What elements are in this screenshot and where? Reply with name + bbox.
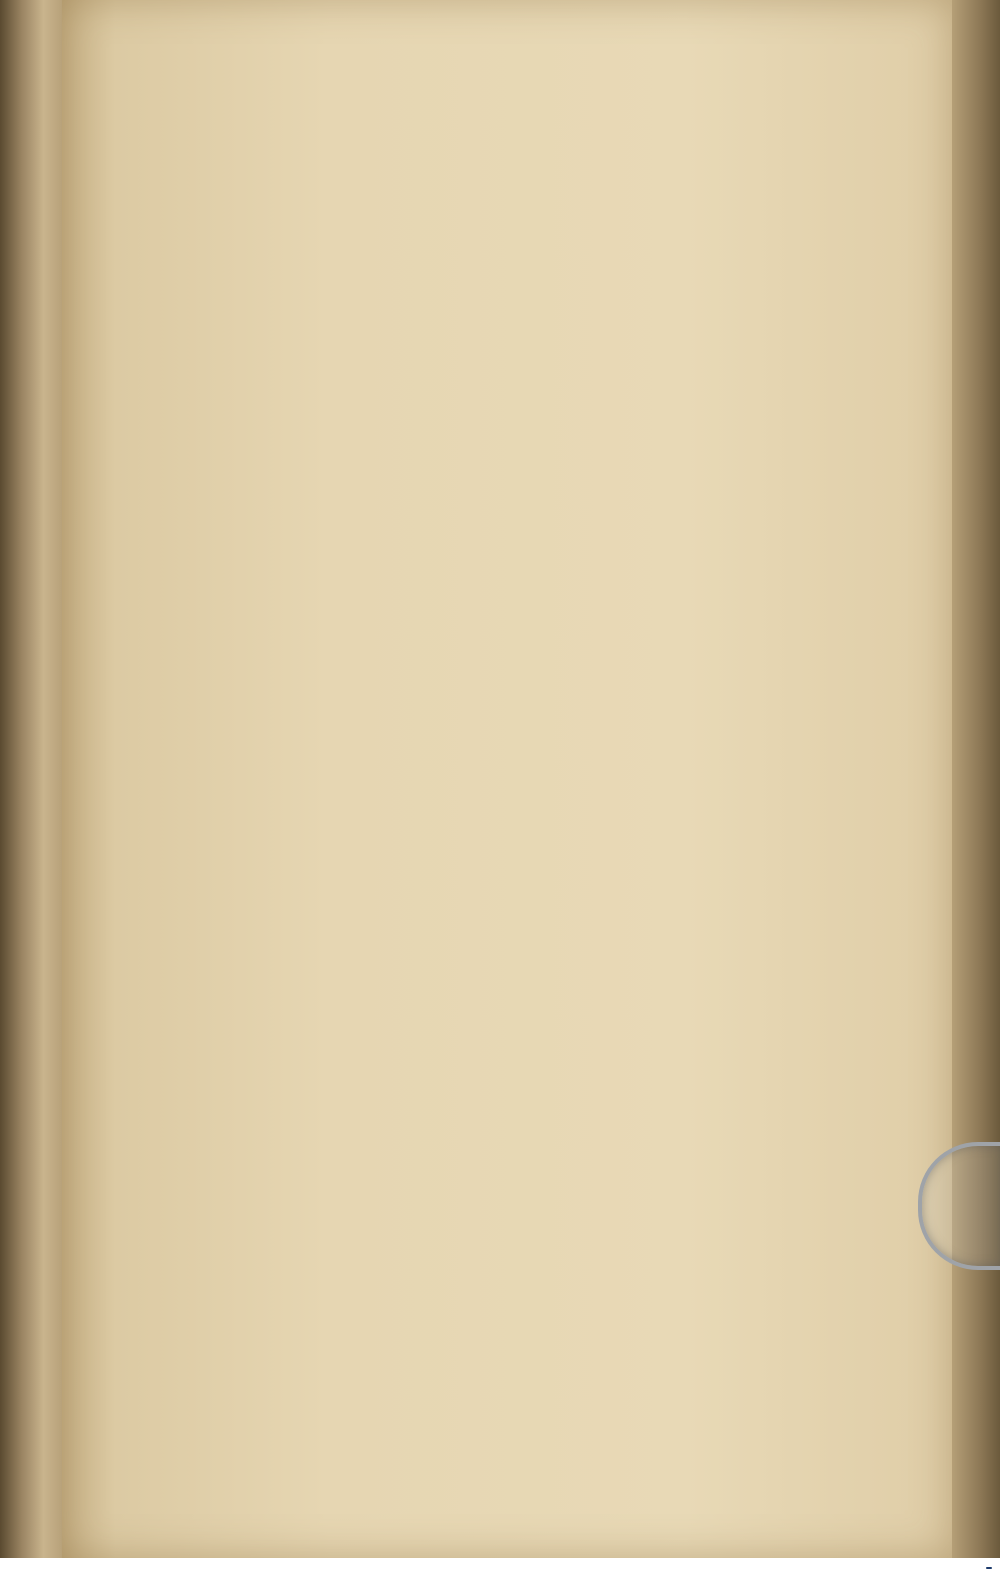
book-page (62, 0, 952, 1558)
book-spine (0, 0, 62, 1580)
dfg-logo (986, 1567, 992, 1569)
digitization-credit (982, 1559, 992, 1577)
page-edge (952, 0, 1000, 1558)
footer-bar (0, 1558, 1000, 1580)
